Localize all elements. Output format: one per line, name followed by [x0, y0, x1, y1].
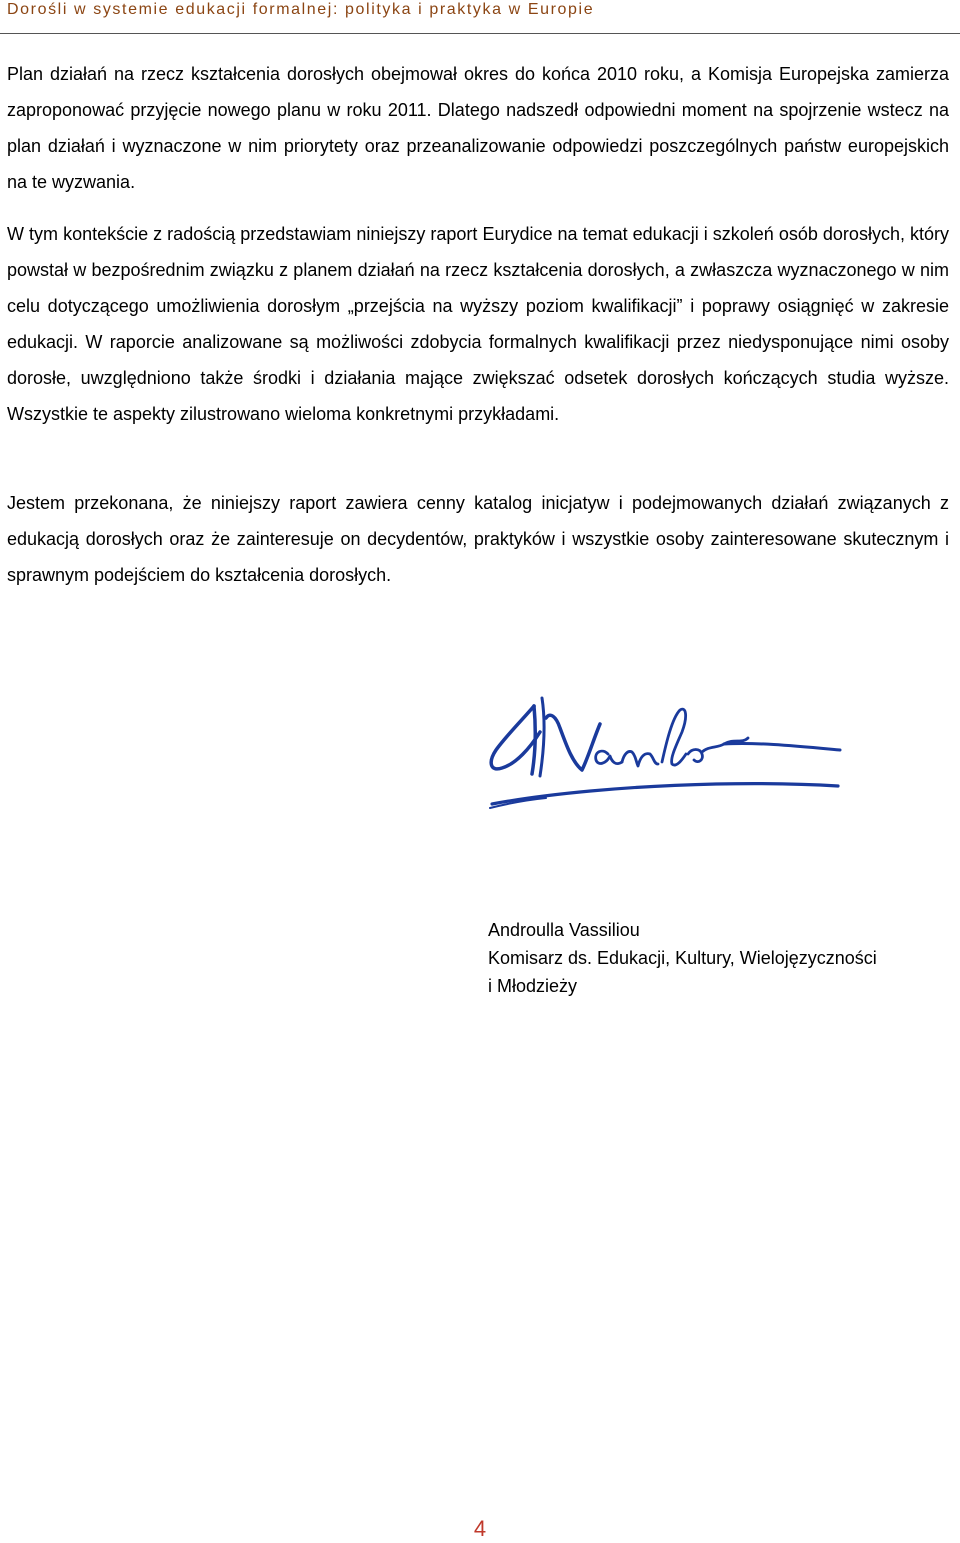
signatory-title-line-1: Komisarz ds. Edukacji, Kultury, Wielojęzyczności — [488, 948, 877, 968]
body-paragraph-2: W tym kontekście z radością przedstawiam niniejszy raport Eurydice na temat edukacji i szkoleń osób dorosłych, który powstał w bezpośrednim związku z planem działań na rzecz kształcenia dorosłych, a zwłaszcza wyznaczonego w nim celu dotyczącego umożliwienia dorosłym „przejścia na wyższy poziom kwalifikacji” i poprawy osiągnięć w zakresie edukacji. W raporcie analizowane są możliwości zdobycia formalnych kwalifikacji przez niedysponujące nimi osoby dorosłe, uwzględniono także środki i działania mające zwiększać odsetek dorosłych kończących studia wyższe. Wszystkie te aspekty zilustrowano wieloma konkretnymi przykładami. — [7, 224, 949, 424]
running-header-title: Dorośli w systemie edukacji formalnej: polityka i praktyka w Europie — [7, 1, 595, 18]
body-paragraph-3: Jestem przekonana, że niniejszy raport zawiera cenny katalog inicjatyw i podejmowanych działań związanych z edukacją dorosłych oraz że zainteresuje on decydentów, praktyków i wszystkie osoby zainteresowane skutecznym i sprawnym podejściem do kształcenia dorosłych. — [7, 493, 949, 585]
body-paragraph-1: Plan działań na rzecz kształcenia dorosłych obejmował okres do końca 2010 roku, a Komisja Europejska zamierza zaproponować przyjęcie nowego planu w roku 2011. Dlatego nadszedł odpowiedni moment na spojrzenie wstecz na plan działań i wyznaczone w nim priorytety oraz przeanalizowanie odpowiedzi poszczególnych państw europejskich na te wyzwania. — [7, 64, 949, 192]
page-number: 4 — [473, 1516, 487, 1541]
signatory-title-line-2: i Młodzieży — [488, 976, 578, 996]
signatory-block — [488, 916, 948, 1000]
header-divider — [0, 33, 960, 34]
handwritten-signature — [486, 688, 848, 816]
signatory-name: Androulla Vassiliou — [488, 920, 640, 940]
